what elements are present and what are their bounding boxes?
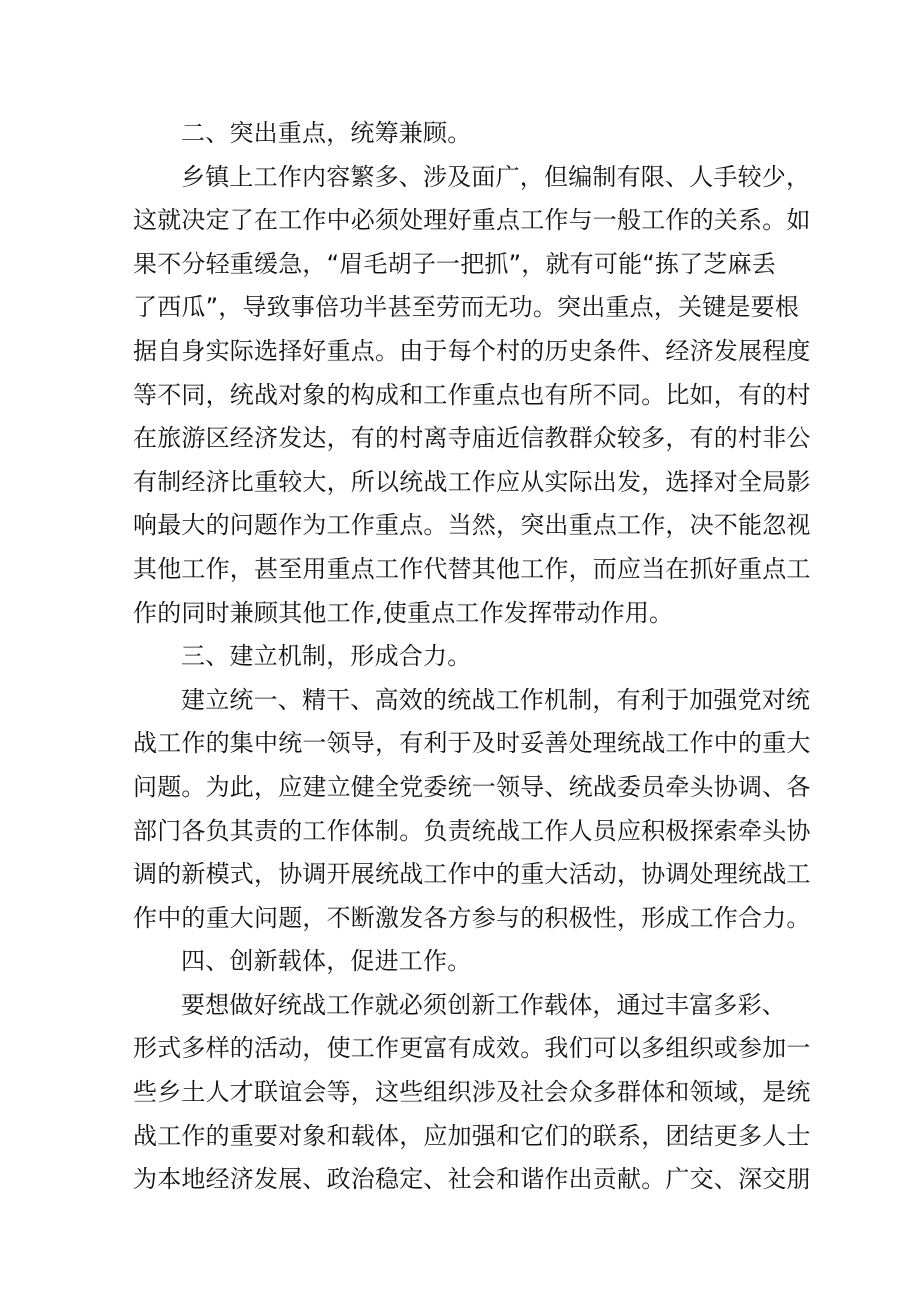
paragraph-line: 等不同，统战对象的构成和工作重点也有所不同。比如，有的村 <box>133 380 811 409</box>
section-heading-2: 二、突出重点，统筹兼顾。 <box>181 119 472 147</box>
paragraph-line: 这就决定了在工作中必须处理好重点工作与一般工作的关系。如 <box>133 206 811 235</box>
paragraph-line: 战工作的重要对象和载体，应加强和它们的联系，团结更多人士 <box>133 1121 811 1150</box>
paragraph-line: 问题。为此，应建立健全党委统一领导、统战委员牵头协调、各 <box>133 772 811 801</box>
paragraph-line: 部门各负其责的工作体制。负责统战工作人员应积极探索牵头协 <box>133 816 811 845</box>
paragraph-line: 建立统一、精干、高效的统战工作机制，有利于加强党对统 <box>181 685 811 714</box>
paragraph-line: 在旅游区经济发达，有的村离寺庙近信教群众较多，有的村非公 <box>133 424 811 453</box>
paragraph-line: 了西瓜”，导致事倍功半甚至劳而无功。突出重点，关键是要根 <box>133 293 800 322</box>
paragraph-line: 为本地经济发展、政治稳定、社会和谐作出贡献。广交、深交朋 <box>133 1165 811 1194</box>
paragraph-line: 战工作的集中统一领导，有利于及时妥善处理统战工作中的重大 <box>133 729 811 758</box>
paragraph-line: 些乡土人才联谊会等，这些组织涉及社会众多群体和领域，是统 <box>133 1078 811 1107</box>
paragraph-line: 形式多样的活动，使工作更富有成效。我们可以多组织或参加一 <box>133 1034 811 1063</box>
paragraph-line: 果不分轻重缓急，“眉毛胡子一把抓”，就有可能“拣了芝麻丢 <box>133 249 776 278</box>
paragraph-line: 有制经济比重较大，所以统战工作应从实际出发，选择对全局影 <box>133 467 811 496</box>
paragraph-line: 要想做好统战工作就必须创新工作载体，通过丰富多彩、 <box>181 990 786 1019</box>
paragraph-line: 响最大的问题作为工作重点。当然，突出重点工作，决不能忽视 <box>133 511 811 540</box>
paragraph-line: 调的新模式，协调开展统战工作中的重大活动，协调处理统战工 <box>133 860 811 889</box>
paragraph-line: 其他工作，甚至用重点工作代替其他工作，而应当在抓好重点工 <box>133 554 811 583</box>
paragraph-line: 作中的重大问题，不断激发各方参与的积极性，形成工作合力。 <box>133 903 811 932</box>
paragraph-line: 据自身实际选择好重点。由于每个村的历史条件、经济发展程度 <box>133 336 811 365</box>
paragraph-line: 乡镇上工作内容繁多、涉及面广，但编制有限、人手较少， <box>181 162 811 191</box>
section-heading-4: 四、创新载体，促进工作。 <box>181 947 472 976</box>
section-heading-3: 三、建立机制，形成合力。 <box>181 642 472 671</box>
document-body <box>133 112 811 1202</box>
paragraph-line: 作的同时兼顾其他工作,使重点工作发挥带动作用。 <box>133 598 674 627</box>
